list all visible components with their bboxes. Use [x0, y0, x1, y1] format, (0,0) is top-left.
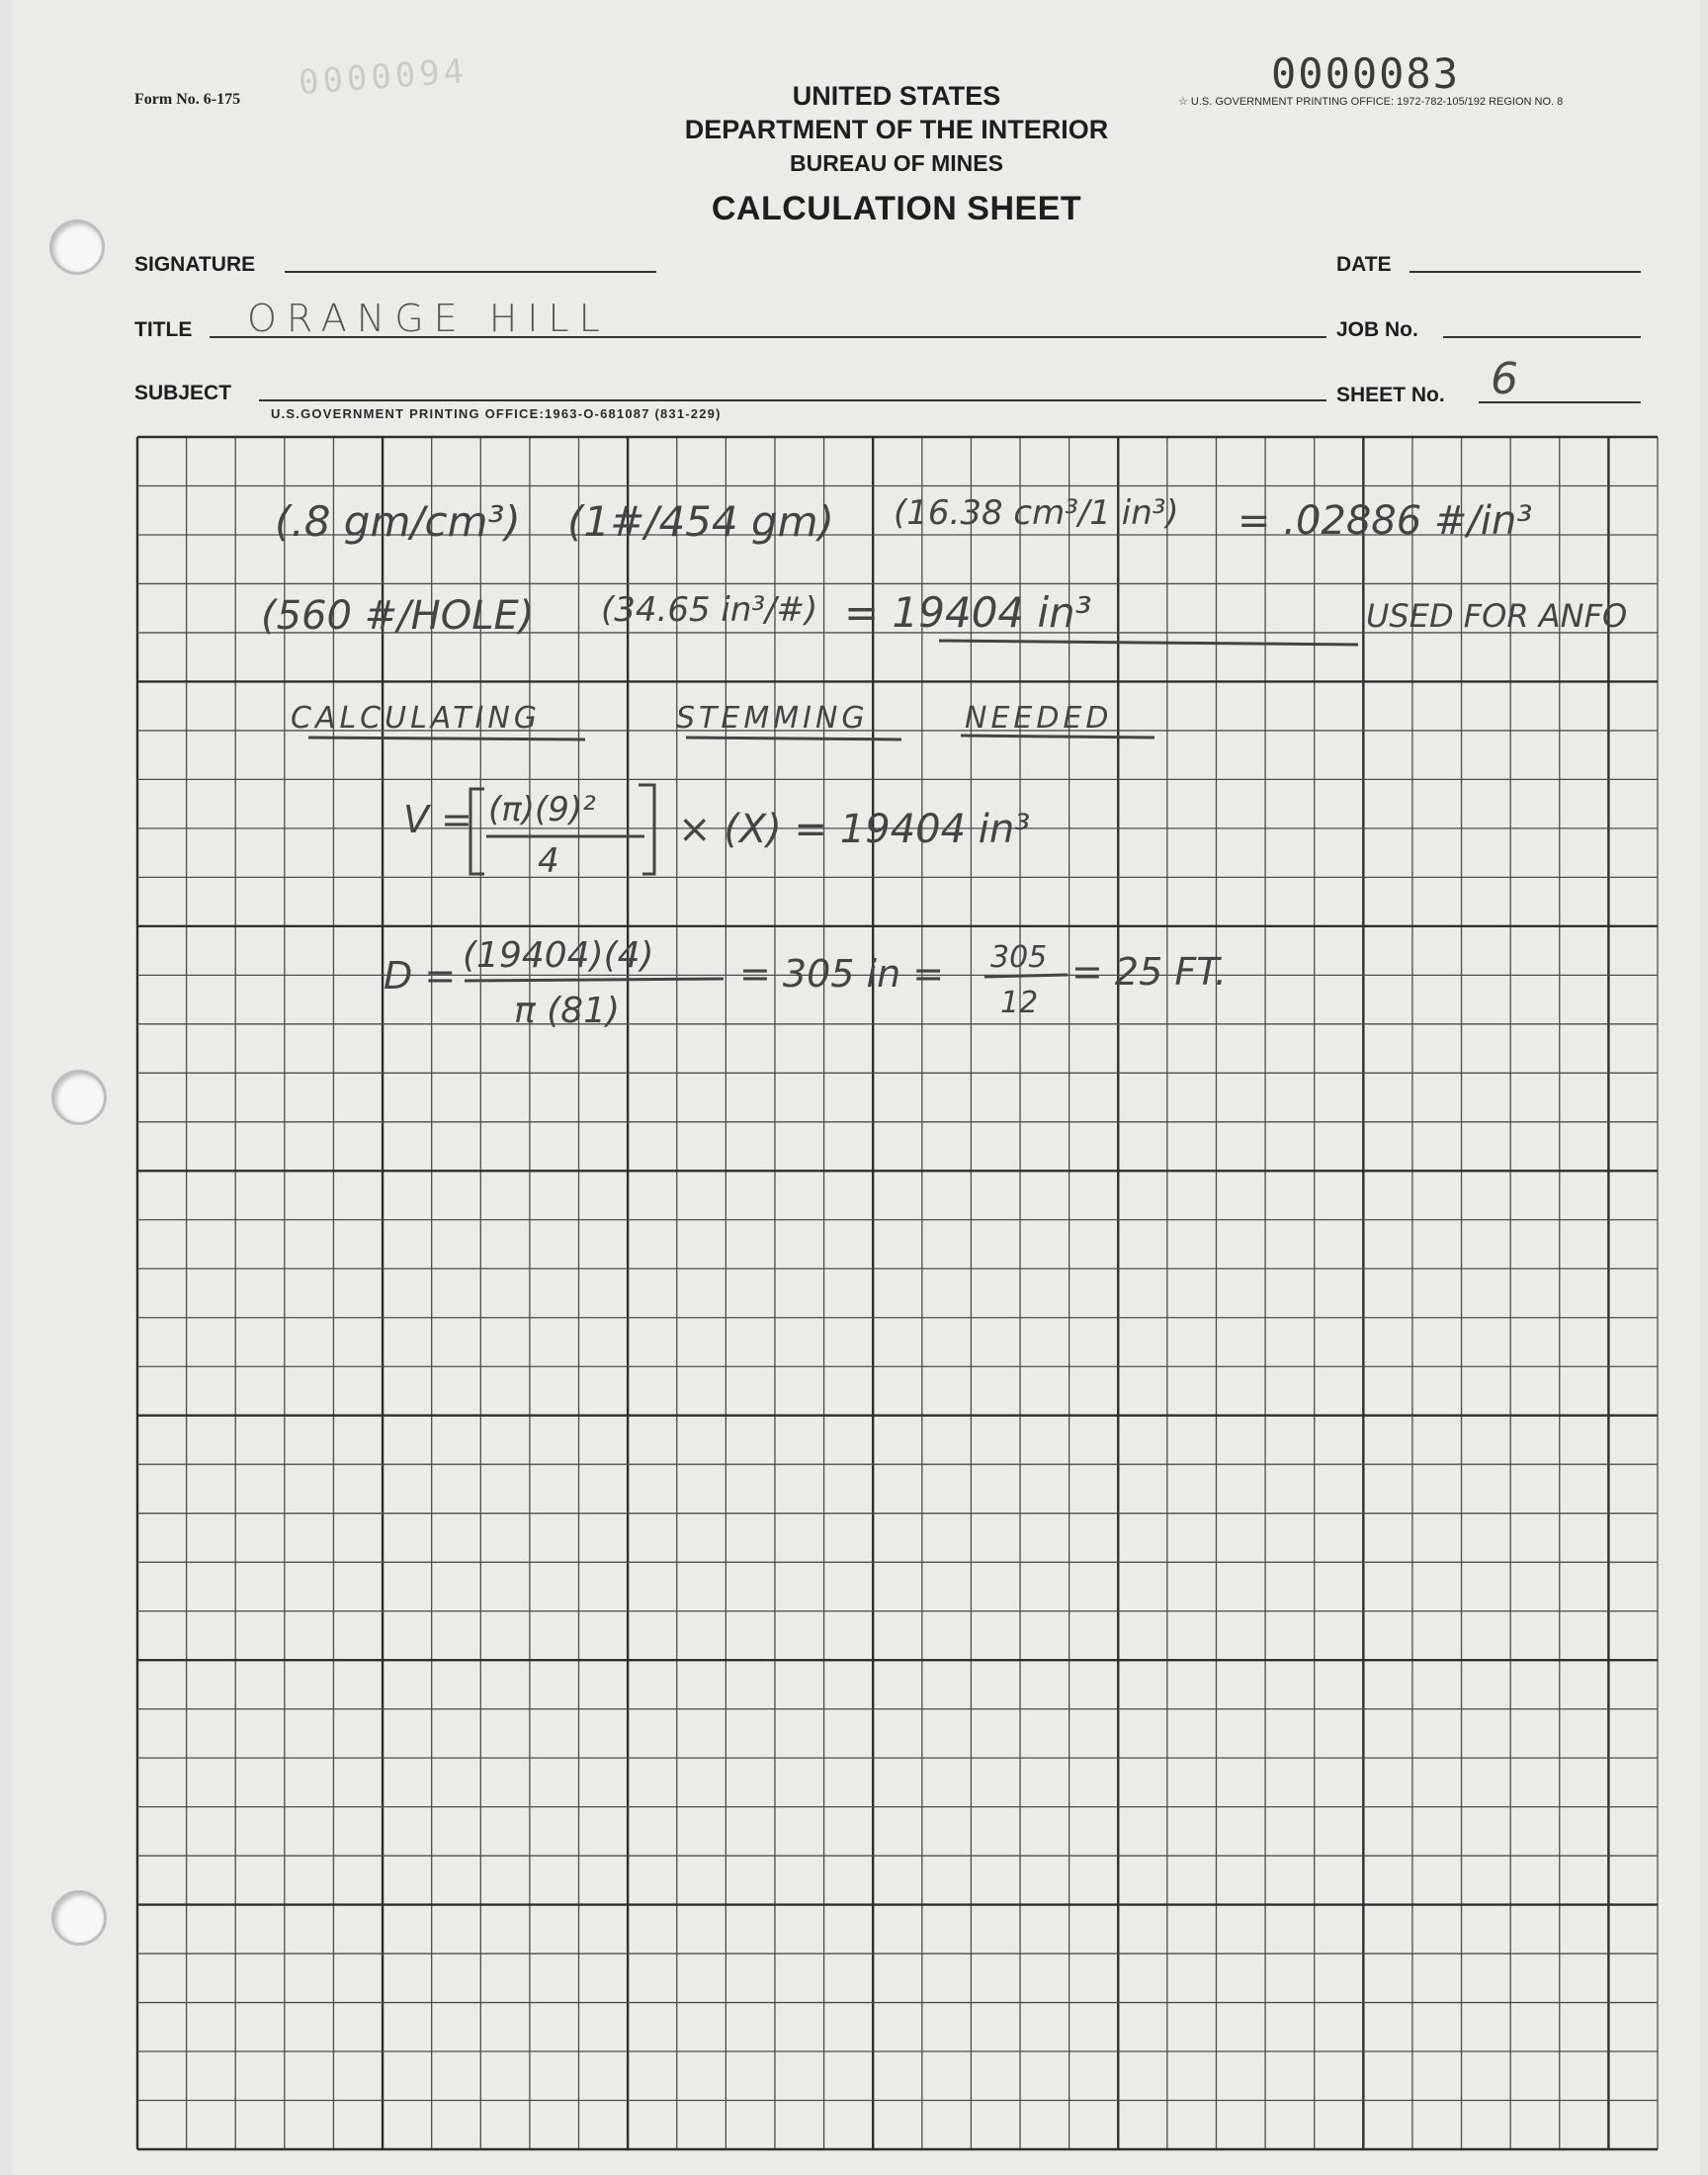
form-number: Form No. 6-175 [134, 91, 241, 108]
d-mid: = 305 in = [739, 952, 945, 996]
result-underline [939, 641, 1358, 645]
d-frac-denominator: 12 [1000, 986, 1039, 1020]
calc-line2-note: USED FOR ANFO [1366, 597, 1628, 635]
sheet-title: CALCULATION SHEET [711, 190, 1082, 227]
d-result: = 25 FT. [1071, 950, 1227, 994]
print-office-top: ☆ U.S. GOVERNMENT PRINTING OFFICE: 1972-782-105/192 REGION NO. 8 [1178, 96, 1564, 108]
title-value: ORANGE HILL [247, 297, 610, 340]
v-denominator: 4 [538, 841, 559, 881]
faded-stamp-number: 0000094 [297, 51, 470, 103]
calc-line2-volume: (34.65 in³/#) [601, 590, 818, 630]
calc-line2-weight: (560 #/HOLE) [261, 593, 535, 639]
sheet-label: SHEET No. [1336, 384, 1445, 406]
heading-stemming: STEMMING [676, 701, 869, 736]
heading-underline-3 [961, 736, 1154, 738]
d-lhs: D = [384, 954, 457, 998]
right-bracket [639, 785, 654, 874]
org-line-3: BUREAU OF MINES [790, 150, 1003, 176]
job-label: JOB No. [1336, 318, 1418, 341]
calc-line1-conversion: (1#/454 gm) [567, 497, 834, 546]
handwritten-calculations [12, 0, 1700, 2175]
d-frac-numerator: 305 [990, 940, 1048, 975]
stamp-number: 0000083 [1271, 49, 1461, 98]
date-label: DATE [1336, 253, 1392, 276]
v-rhs: × (X) = 19404 in³ [678, 807, 1031, 852]
calculation-sheet [12, 0, 1700, 2175]
heading-needed: NEEDED [965, 701, 1113, 736]
sheet-value: 6 [1491, 354, 1518, 404]
d-denominator: π (81) [514, 991, 621, 1031]
heading-underline-1 [308, 738, 585, 740]
left-bracket [470, 789, 484, 874]
calc-line1-density: (.8 gm/cm³) [275, 497, 521, 546]
calc-line2-result: = 19404 in³ [844, 588, 1092, 637]
calc-line1-volume: (16.38 cm³/1 in³) [894, 493, 1179, 533]
subject-label: SUBJECT [134, 382, 232, 404]
calc-line1-result: = .02886 #/in³ [1238, 498, 1533, 544]
v-numerator: (π)(9)² [488, 790, 596, 829]
heading-calculating: CALCULATING [291, 701, 542, 736]
title-label: TITLE [134, 318, 193, 341]
print-office-bottom: U.S.GOVERNMENT PRINTING OFFICE:1963-O-681087 (831-229) [271, 406, 722, 421]
org-line-2: DEPARTMENT OF THE INTERIOR [684, 115, 1109, 144]
d-fraction-bar [465, 979, 724, 981]
heading-underline-2 [686, 738, 901, 740]
org-line-1: UNITED STATES [792, 81, 1001, 111]
d-frac-bar [984, 975, 1068, 977]
signature-label: SIGNATURE [134, 253, 256, 276]
v-lhs: V = [403, 798, 472, 841]
d-numerator: (19404)(4) [463, 935, 654, 976]
